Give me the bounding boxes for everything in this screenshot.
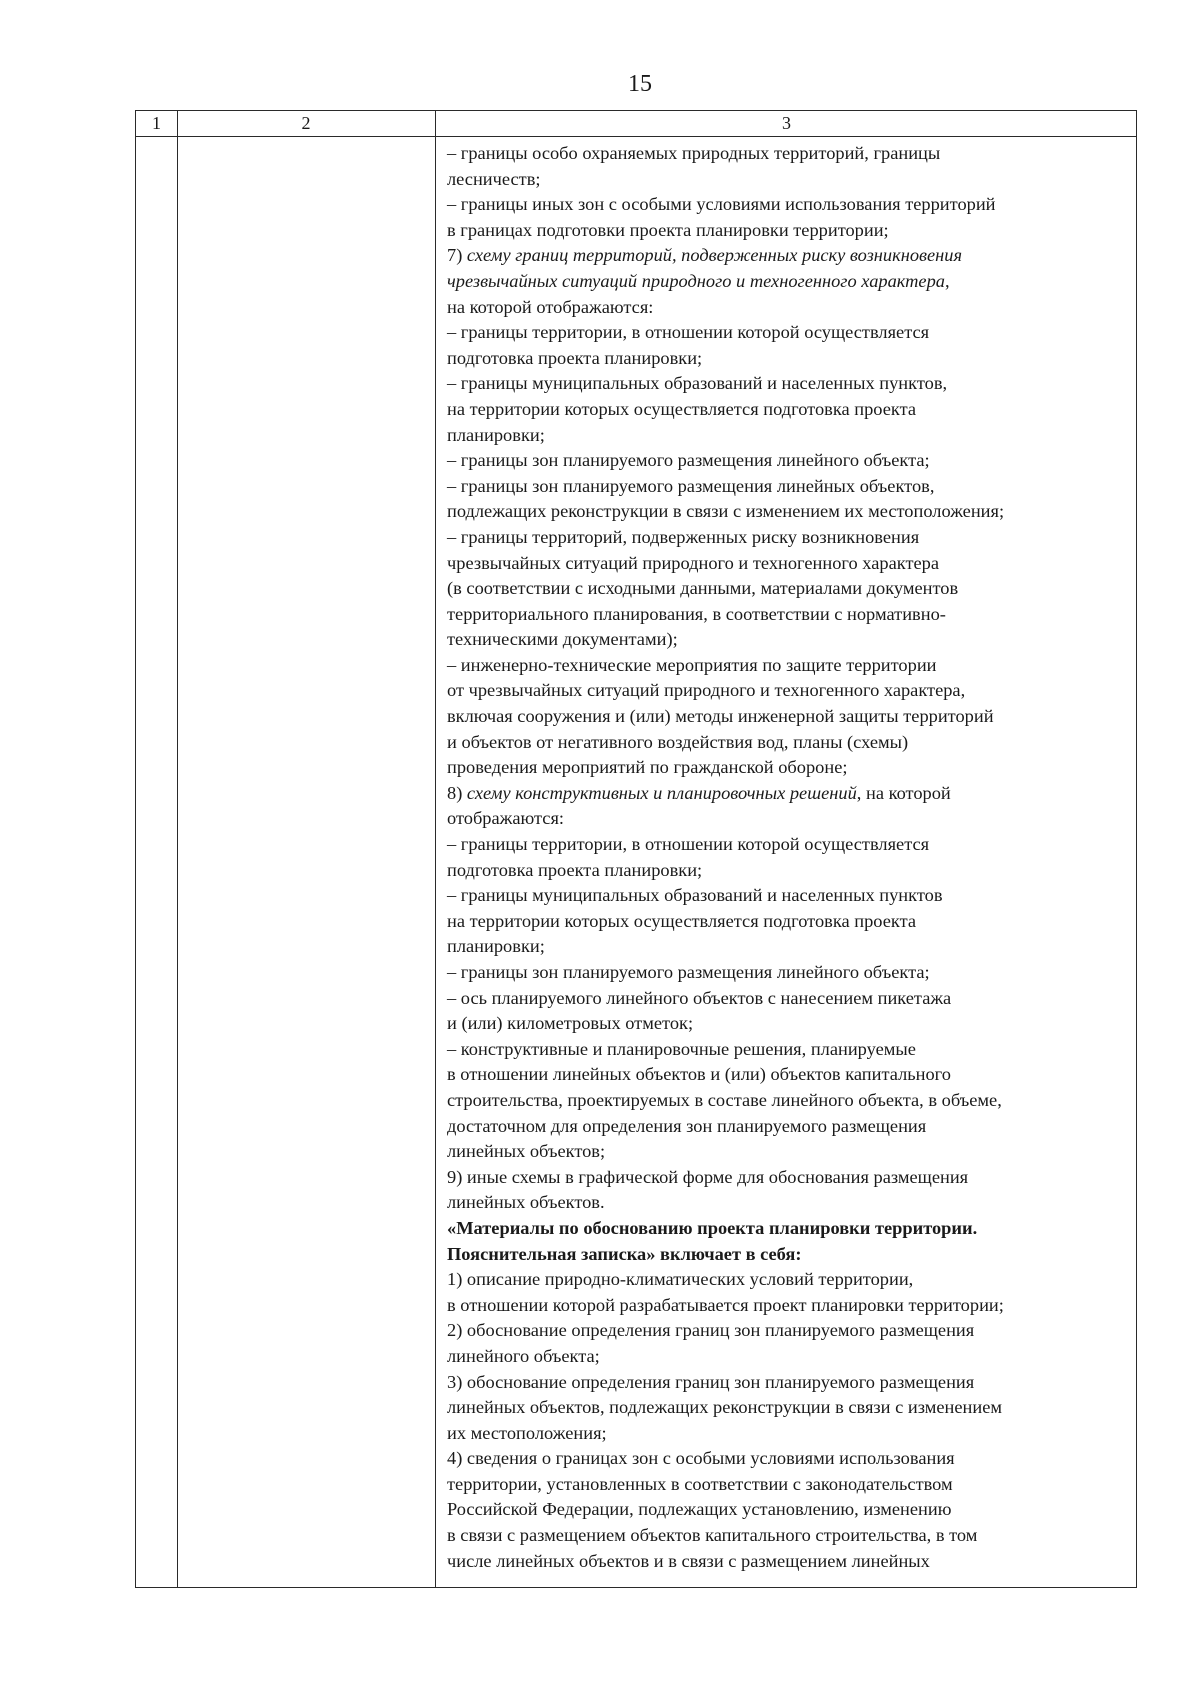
text-line	[447, 371, 1137, 397]
text-segment: на территории которых осуществляется подготовка проекта	[447, 398, 916, 419]
text-line	[447, 602, 1137, 628]
text-line	[447, 627, 1137, 653]
text-line	[447, 909, 1137, 935]
text-segment: проведения мероприятий по гражданской обороне;	[447, 757, 848, 778]
text-segment: 9) иные схемы в графической форме для обоснования размещения	[447, 1166, 969, 1187]
text-segment: планировки;	[447, 424, 545, 445]
text-segment: 1) описание природно-климатических условий территории,	[447, 1269, 914, 1290]
text-segment: – границы муниципальных образований и населенных пунктов	[447, 885, 943, 906]
text-segment: , на которой	[856, 782, 951, 803]
text-line	[447, 730, 1137, 756]
text-segment: – границы особо охраняемых природных территорий, границы	[447, 143, 941, 163]
column-3-text	[447, 141, 1137, 1574]
column-divider-1	[177, 111, 178, 1587]
text-line	[447, 883, 1137, 909]
text-line	[447, 986, 1137, 1012]
text-segment: и (или) километровых отметок;	[447, 1013, 694, 1034]
text-line	[447, 141, 1137, 167]
text-segment: – инженерно-технические мероприятия по защите территории	[447, 654, 937, 675]
text-segment: территориального планирования, в соответствии с нормативно-	[447, 603, 946, 624]
text-line	[447, 960, 1137, 986]
text-line	[447, 1088, 1137, 1114]
text-segment: подготовка проекта планировки;	[447, 859, 703, 880]
text-segment: 8)	[447, 782, 467, 803]
text-line	[447, 1216, 1137, 1242]
text-segment: техническими документами);	[447, 629, 678, 650]
text-segment: (в соответствии с исходными данными, материалами документов	[447, 578, 959, 599]
text-segment: линейных объектов, подлежащих реконструкции в связи с изменением	[447, 1397, 1003, 1418]
text-segment: Российской Федерации, подлежащих установлению, изменению	[447, 1499, 952, 1520]
text-segment: достаточном для определения зон планируемого размещения	[447, 1115, 927, 1136]
text-line	[447, 1421, 1137, 1447]
text-segment: линейных объектов.	[447, 1192, 605, 1213]
text-segment: лесничеств;	[447, 168, 541, 189]
text-line	[447, 1165, 1137, 1191]
text-line	[447, 1523, 1137, 1549]
text-segment: 2) обоснование определения границ зон планируемого размещения	[447, 1320, 975, 1341]
text-line	[447, 1267, 1137, 1293]
text-line	[447, 551, 1137, 577]
text-line	[447, 1139, 1137, 1165]
text-segment: в границах подготовки проекта планировки территории;	[447, 219, 889, 240]
text-segment: – границы зон планируемого размещения линейного объекта;	[447, 962, 930, 982]
text-segment: территории, установленных в соответствии с законодательством	[447, 1473, 953, 1494]
text-segment: в отношении линейных объектов и (или) объектов капитального	[447, 1064, 951, 1085]
text-segment: на которой отображаются:	[447, 296, 654, 317]
text-line	[447, 525, 1137, 551]
text-segment: чрезвычайных ситуаций природного и техногенного характера	[447, 270, 945, 291]
text-line	[447, 832, 1137, 858]
text-segment: схему конструктивных и планировочных решений	[466, 782, 857, 803]
text-segment: – границы территории, в отношении которой осуществляется	[447, 834, 930, 855]
table-header-row	[136, 111, 1136, 137]
text-segment: линейных объектов;	[447, 1141, 606, 1162]
text-line	[447, 243, 1137, 269]
text-line	[447, 1497, 1137, 1523]
text-line	[447, 1395, 1137, 1421]
text-segment: подлежащих реконструкции в связи с изменением их местоположения;	[447, 501, 1005, 522]
text-line	[447, 320, 1137, 346]
text-segment: чрезвычайных ситуаций природного и техногенного характера	[447, 552, 940, 573]
text-segment: 4) сведения о границах зон с особыми условиями использования	[447, 1448, 955, 1469]
text-segment: и объектов от негативного воздействия вод, планы (схемы)	[447, 731, 909, 752]
text-segment: – ось планируемого линейного объектов с нанесением пикетажа	[447, 987, 952, 1008]
text-line	[447, 1318, 1137, 1344]
text-segment: линейного объекта;	[447, 1345, 600, 1366]
text-line	[447, 295, 1137, 321]
text-segment: их местоположения;	[447, 1422, 607, 1443]
text-segment: 3) обоснование определения границ зон планируемого размещения	[447, 1371, 975, 1392]
text-segment: отображаются:	[447, 808, 565, 829]
text-line	[447, 934, 1137, 960]
text-segment: ,	[944, 270, 950, 291]
text-segment: строительства, проектируемых в составе линейного объекта, в объеме,	[447, 1089, 1002, 1110]
column-header-1: 1	[152, 113, 161, 133]
text-segment: – границы территорий, подверженных риску возникновения	[447, 526, 920, 547]
text-line	[447, 704, 1137, 730]
column-header-3: 3	[782, 113, 791, 133]
text-line	[447, 474, 1137, 500]
text-segment: в отношении которой разрабатывается проект планировки территории;	[447, 1294, 1004, 1315]
text-segment: включая сооружения и (или) методы инженерной защиты территорий	[447, 706, 994, 727]
page-number: 15	[628, 71, 652, 97]
text-line	[447, 192, 1137, 218]
text-line	[447, 1344, 1137, 1370]
text-line	[447, 576, 1137, 602]
text-line	[447, 858, 1137, 884]
text-segment: – границы зон планируемого размещения линейных объектов,	[447, 475, 935, 496]
column-header-2: 2	[301, 113, 311, 133]
text-segment: – конструктивные и планировочные решения, планируемые	[447, 1038, 916, 1059]
text-line	[447, 1062, 1137, 1088]
text-line	[447, 1037, 1137, 1063]
text-line	[447, 499, 1137, 525]
text-segment: 7)	[447, 245, 467, 266]
text-segment: на территории которых осуществляется подготовка проекта	[447, 910, 916, 931]
text-segment: схему границ территорий, подверженных риску возникновения	[466, 245, 963, 266]
text-line	[447, 346, 1137, 372]
text-line	[447, 1242, 1137, 1268]
text-line	[447, 1549, 1137, 1575]
text-line	[447, 167, 1137, 193]
text-segment: Пояснительная записка» включает в себя:	[447, 1243, 802, 1264]
column-divider-2	[435, 111, 436, 1587]
text-line	[447, 678, 1137, 704]
text-line	[447, 1370, 1137, 1396]
text-line	[447, 218, 1137, 244]
text-line	[447, 653, 1137, 679]
text-segment: подготовка проекта планировки;	[447, 347, 703, 368]
text-segment: от чрезвычайных ситуаций природного и техногенного характера,	[447, 680, 966, 701]
text-segment: – границы территории, в отношении которой осуществляется	[447, 322, 930, 343]
text-line	[447, 448, 1137, 474]
text-line	[447, 1293, 1137, 1319]
text-line	[447, 1446, 1137, 1472]
text-segment: – границы муниципальных образований и населенных пунктов,	[447, 373, 948, 394]
text-line	[447, 806, 1137, 832]
text-segment: числе линейных объектов и в связи с размещением линейных	[447, 1550, 930, 1571]
text-segment: «Материалы по обоснованию проекта планировки территории.	[447, 1217, 978, 1238]
text-segment: – границы иных зон с особыми условиями использования территорий	[447, 194, 996, 215]
text-segment: – границы зон планируемого размещения линейного объекта;	[447, 450, 930, 471]
text-line	[447, 755, 1137, 781]
text-line	[447, 423, 1137, 449]
text-line	[447, 781, 1137, 807]
text-line	[447, 1472, 1137, 1498]
text-segment: планировки;	[447, 936, 545, 957]
text-line	[447, 1114, 1137, 1140]
text-segment: в связи с размещением объектов капитального строительства, в том	[447, 1525, 978, 1546]
document-table	[135, 110, 1137, 1588]
text-line	[447, 397, 1137, 423]
text-line	[447, 1190, 1137, 1216]
text-line	[447, 1011, 1137, 1037]
text-line	[447, 269, 1137, 295]
